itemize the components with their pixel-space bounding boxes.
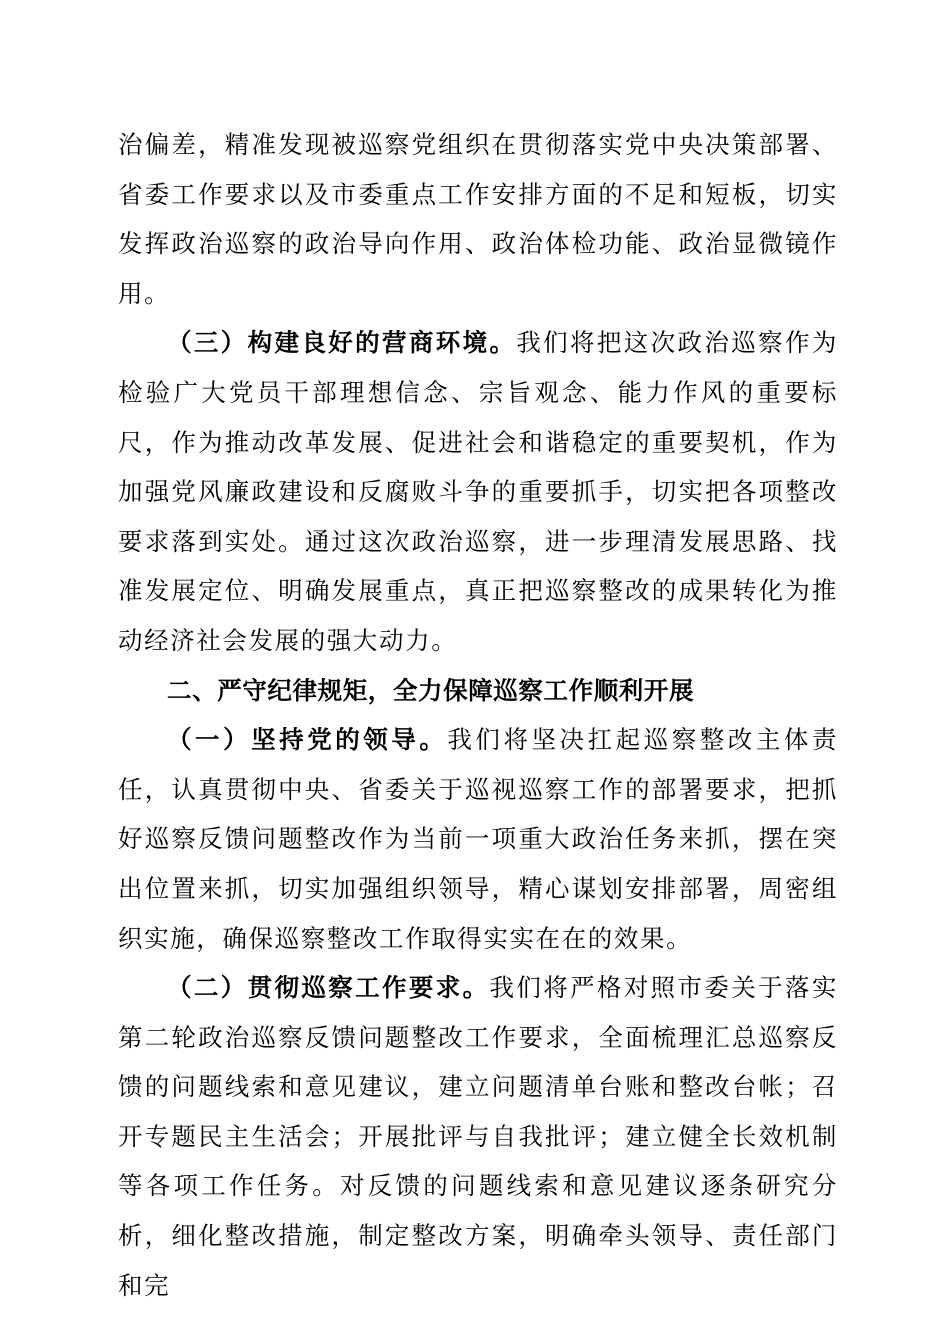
paragraph-body: 我们将坚决扛起巡察整改主体责任，认真贯彻中央、省委关于巡视巡察工作的部署要求，把抓好巡察反馈问题整改作为当前一项重大政治任务来抓，摆在突出位置来抓，切实加强组织领导，精心谋划安排部署，周密组织实施，确保巡察整改工作取得实实在在的效果。 xyxy=(118,725,838,953)
paragraph-subsection-2 xyxy=(118,963,838,1310)
paragraph-lead: （一）坚持党的领导。 xyxy=(167,725,448,755)
paragraph-lead: （二）贯彻巡察工作要求。 xyxy=(167,973,490,1003)
paragraph-body: 我们将把这次政治巡察作为检验广大党员干部理想信念、宗旨观念、能力作风的重要标尺，作为推动改革发展、促进社会和谐稳定的重要契机，作为加强党风廉政建设和反腐败斗争的重要抓手，切实把各项整改要求落到实处。通过这次政治巡察，进一步理清发展思路、找准发展定位、明确发展重点，真正把巡察整改的成果转化为推动经济社会发展的强大动力。 xyxy=(118,328,838,655)
paragraph-section-3 xyxy=(118,318,838,665)
section-heading-2: 二、严守纪律规矩，全力保障巡察工作顺利开展 xyxy=(167,675,695,705)
paragraph-continuation xyxy=(118,120,838,318)
paragraph-body: 治偏差，精准发现被巡察党组织在贯彻落实党中央决策部署、省委工作要求以及市委重点工作安排方面的不足和短板，切实发挥政治巡察的政治导向作用、政治体检功能、政治显微镜作用。 xyxy=(118,130,838,308)
paragraph-body: 我们将严格对照市委关于落实第二轮政治巡察反馈问题整改工作要求，全面梳理汇总巡察反馈的问题线索和意见建议，建立问题清单台账和整改台帐；召开专题民主生活会；开展批评与自我批评；建立健全长效机制等各项工作任务。对反馈的问题线索和意见建议逐条研究分析，细化整改措施，制定整改方案，明确牵头领导、责任部门和完 xyxy=(118,973,838,1300)
document-page xyxy=(118,120,838,1310)
paragraph-subsection-1 xyxy=(118,715,838,963)
paragraph-lead: （三）构建良好的营商环境。 xyxy=(167,328,517,358)
